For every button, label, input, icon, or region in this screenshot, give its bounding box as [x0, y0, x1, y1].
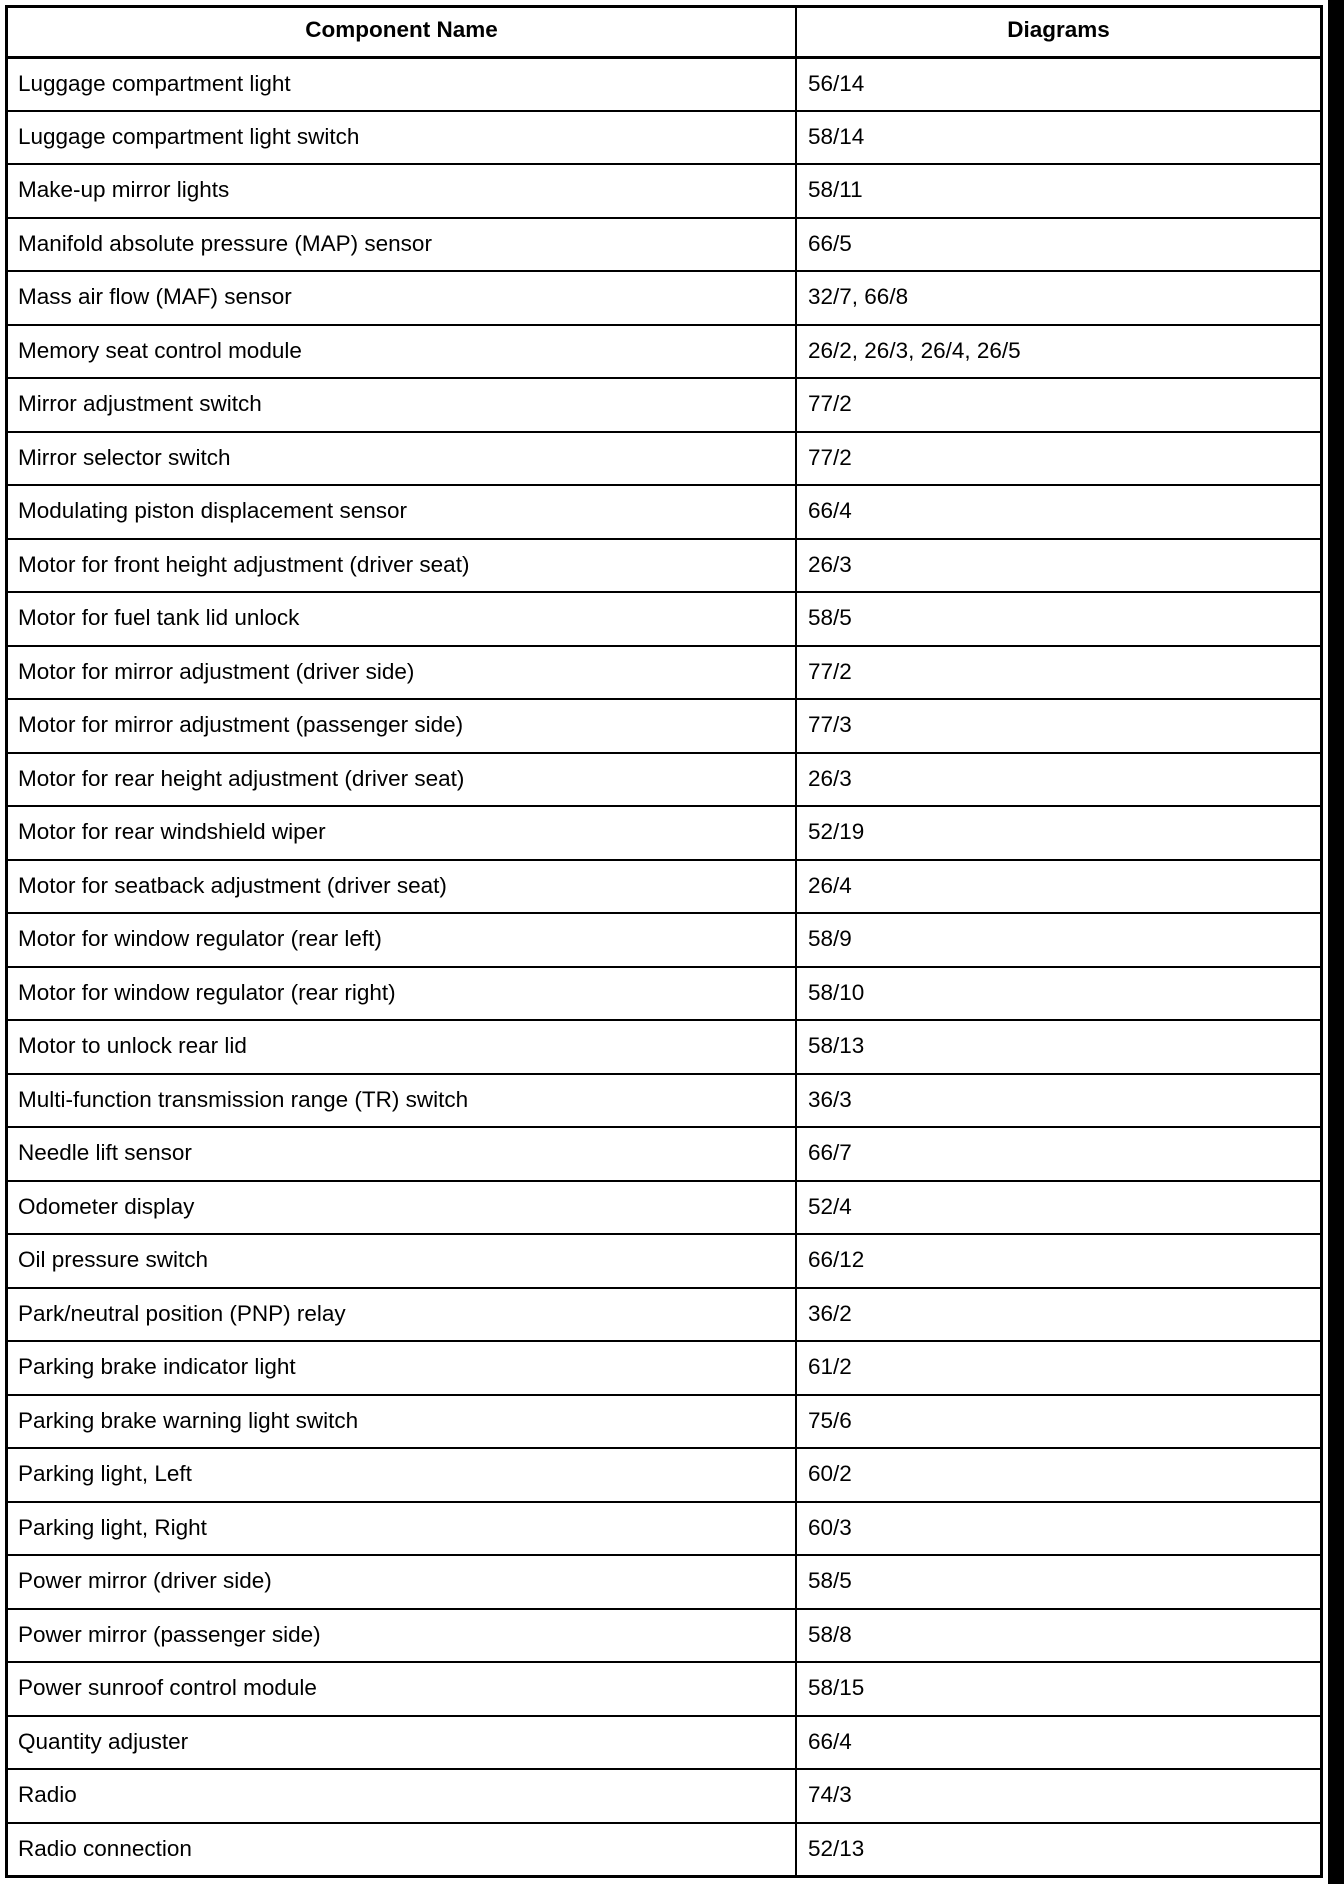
component-name-cell: Motor for seatback adjustment (driver seat): [8, 860, 796, 914]
diagrams-cell: 77/2: [796, 378, 1320, 432]
table-row: [8, 432, 1320, 486]
table-row: [8, 111, 1320, 165]
table-row: [8, 485, 1320, 539]
component-name-cell: Motor for mirror adjustment (passenger side): [8, 699, 796, 753]
diagrams-cell: 52/13: [796, 1823, 1320, 1877]
component-name-cell: Parking brake indicator light: [8, 1341, 796, 1395]
component-name-cell: Manifold absolute pressure (MAP) sensor: [8, 218, 796, 272]
component-name-cell: Power mirror (passenger side): [8, 1609, 796, 1663]
component-name-cell: Parking light, Right: [8, 1502, 796, 1556]
component-name-cell: Motor for rear windshield wiper: [8, 806, 796, 860]
component-diagram-table: [5, 5, 1323, 1878]
header-component-name: Component Name: [8, 8, 796, 57]
component-name-cell: Mass air flow (MAF) sensor: [8, 271, 796, 325]
diagrams-cell: 66/5: [796, 218, 1320, 272]
table-row: [8, 1181, 1320, 1235]
table-header-row: [8, 8, 1320, 57]
diagrams-cell: 58/8: [796, 1609, 1320, 1663]
diagrams-cell: 58/10: [796, 967, 1320, 1021]
table-row: [8, 913, 1320, 967]
diagrams-cell: 36/3: [796, 1074, 1320, 1128]
diagrams-cell: 74/3: [796, 1769, 1320, 1823]
component-name-cell: Mirror adjustment switch: [8, 378, 796, 432]
component-name-cell: Memory seat control module: [8, 325, 796, 379]
component-name-cell: Motor to unlock rear lid: [8, 1020, 796, 1074]
component-name-cell: Motor for front height adjustment (driver seat): [8, 539, 796, 593]
component-name-cell: Multi-function transmission range (TR) switch: [8, 1074, 796, 1128]
diagrams-cell: 66/4: [796, 485, 1320, 539]
table-row: [8, 1020, 1320, 1074]
table-row: [8, 699, 1320, 753]
component-name-cell: Oil pressure switch: [8, 1234, 796, 1288]
table-row: [8, 325, 1320, 379]
component-name-cell: Needle lift sensor: [8, 1127, 796, 1181]
diagrams-cell: 66/7: [796, 1127, 1320, 1181]
table-row: [8, 1716, 1320, 1770]
component-name-cell: Motor for window regulator (rear right): [8, 967, 796, 1021]
component-name-cell: Odometer display: [8, 1181, 796, 1235]
component-name-cell: Parking light, Left: [8, 1448, 796, 1502]
table-row: [8, 1662, 1320, 1716]
component-name-cell: Make-up mirror lights: [8, 164, 796, 218]
component-name-cell: Motor for window regulator (rear left): [8, 913, 796, 967]
diagrams-cell: 75/6: [796, 1395, 1320, 1449]
table-row: [8, 378, 1320, 432]
component-table: [8, 8, 1320, 1876]
table-row: [8, 1502, 1320, 1556]
table-row: [8, 646, 1320, 700]
component-name-cell: Motor for mirror adjustment (driver side): [8, 646, 796, 700]
table-row: [8, 967, 1320, 1021]
table-row: [8, 1555, 1320, 1609]
table-row: [8, 218, 1320, 272]
diagrams-cell: 60/3: [796, 1502, 1320, 1556]
table-row: [8, 57, 1320, 111]
diagrams-cell: 58/13: [796, 1020, 1320, 1074]
diagrams-cell: 77/2: [796, 646, 1320, 700]
table-row: [8, 1823, 1320, 1877]
table-row: [8, 1395, 1320, 1449]
diagrams-cell: 56/14: [808, 70, 865, 96]
diagrams-cell: 66/4: [796, 1716, 1320, 1770]
table-row: [8, 860, 1320, 914]
diagrams-cell: 58/9: [796, 913, 1320, 967]
table-row: [8, 1127, 1320, 1181]
diagrams-cell: 61/2: [796, 1341, 1320, 1395]
table-row: [8, 271, 1320, 325]
component-name-cell: Modulating piston displacement sensor: [8, 485, 796, 539]
component-name-cell: Radio connection: [8, 1823, 796, 1877]
diagrams-cell: 26/2, 26/3, 26/4, 26/5: [796, 325, 1320, 379]
component-name-cell: Power sunroof control module: [8, 1662, 796, 1716]
diagrams-cell: 52/4: [796, 1181, 1320, 1235]
table-row: [8, 1448, 1320, 1502]
diagrams-cell: 26/3: [796, 753, 1320, 807]
component-name-cell: Motor for rear height adjustment (driver seat): [8, 753, 796, 807]
table-row: [8, 1234, 1320, 1288]
component-name-cell: Luggage compartment light: [8, 57, 796, 111]
diagrams-cell: 60/2: [796, 1448, 1320, 1502]
header-diagrams: Diagrams: [796, 8, 1320, 57]
page-edge-strip: [1328, 0, 1344, 1884]
component-name-cell: Power mirror (driver side): [8, 1555, 796, 1609]
component-name-cell: Parking brake warning light switch: [8, 1395, 796, 1449]
table-row: [8, 164, 1320, 218]
diagrams-cell: 77/3: [796, 699, 1320, 753]
diagrams-cell: 77/2: [796, 432, 1320, 486]
diagrams-cell: 52/19: [796, 806, 1320, 860]
table-row: [8, 1769, 1320, 1823]
diagrams-cell: 58/5: [796, 592, 1320, 646]
diagrams-cell: 58/5: [796, 1555, 1320, 1609]
component-name-cell: Park/neutral position (PNP) relay: [8, 1288, 796, 1342]
component-name-cell: Mirror selector switch: [8, 432, 796, 486]
table-row: [8, 806, 1320, 860]
diagrams-cell: 66/12: [796, 1234, 1320, 1288]
component-name-cell: Quantity adjuster: [8, 1716, 796, 1770]
component-name-cell: Radio: [8, 1769, 796, 1823]
diagrams-cell: 26/3: [796, 539, 1320, 593]
diagrams-cell: 58/15: [796, 1662, 1320, 1716]
table-row: [8, 1288, 1320, 1342]
diagrams-cell: 58/11: [796, 164, 1320, 218]
diagrams-cell: 58/14: [796, 111, 1320, 165]
table-row: [8, 592, 1320, 646]
diagrams-cell: 32/7, 66/8: [796, 271, 1320, 325]
table-row: [8, 753, 1320, 807]
table-body: [8, 57, 1320, 1876]
diagrams-cell: 26/4: [796, 860, 1320, 914]
diagrams-cell: 36/2: [796, 1288, 1320, 1342]
table-row: [8, 1341, 1320, 1395]
table-row: [8, 1074, 1320, 1128]
table-row: [8, 1609, 1320, 1663]
component-name-cell: Motor for fuel tank lid unlock: [8, 592, 796, 646]
table-row: [8, 539, 1320, 593]
component-name-cell: Luggage compartment light switch: [8, 111, 796, 165]
